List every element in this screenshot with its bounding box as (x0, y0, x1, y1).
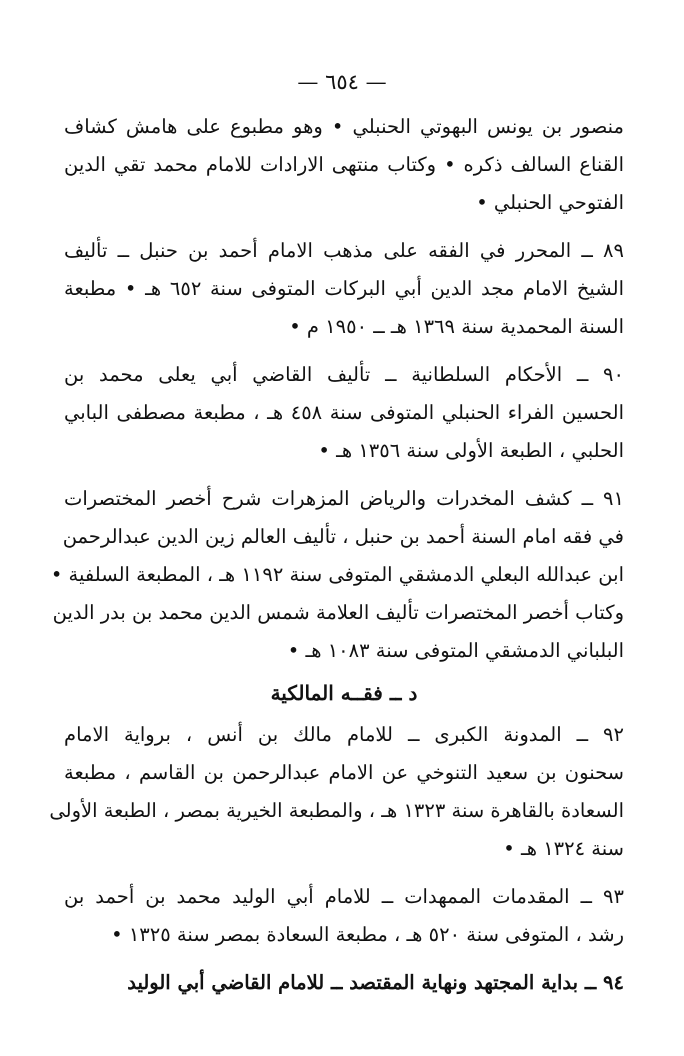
text-line: في فقه امام السنة أحمد بن حنبل ، تأليف العالم زين الدين عبدالرحمن (62, 525, 624, 548)
text-line: الشيخ الامام مجد الدين أبي البركات المتوفى سنة ٦٥٢ هـ • مطبعة (64, 277, 624, 300)
entry-paragraph (64, 232, 624, 346)
paragraph-gap (64, 222, 624, 232)
text-line: سنة ١٣٢٤ هـ • (503, 837, 624, 860)
text-line: وكتاب أخصر المختصرات تأليف العلامة شمس الدين محمد بن بدر الدين (52, 601, 624, 624)
page-number: — ٦٥٤ — (297, 70, 387, 94)
page-body (49, 108, 624, 1002)
text-line: ٩٠ ــ الأحكام السلطانية ــ تأليف القاضي أبي يعلى محمد بن (64, 363, 624, 386)
text-line: القناع السالف ذكره • وكتاب منتهى الارادات للامام محمد تقي الدين (64, 153, 624, 176)
text-line: ٩١ ــ كشف المخدرات والرياض المزهرات شرح أخصر المختصرات (64, 487, 624, 510)
paragraph-gap (64, 868, 624, 878)
entry-paragraph (64, 108, 624, 222)
text-line: ٨٩ ــ المحرر في الفقه على مذهب الامام أحمد بن حنبل ــ تأليف (64, 239, 624, 262)
text-line: البلباني الدمشقي المتوفى سنة ١٠٨٣ هـ • (287, 639, 624, 662)
text-line: السعادة بالقاهرة سنة ١٣٢٣ هـ ، والمطبعة الخيرية بمصر ، الطبعة الأولى (49, 799, 624, 822)
text-line: ٩٣ ــ المقدمات الممهدات ــ للامام أبي الوليد محمد بن أحمد بن (64, 885, 624, 908)
entry-paragraph (64, 878, 624, 954)
paragraph-gap (64, 346, 624, 356)
section-heading: د ــ فقــه المالكية (270, 681, 418, 705)
text-line: ٩٢ ــ المدونة الكبرى ــ للامام مالك بن أنس ، برواية الامام (64, 723, 624, 746)
text-line: السنة المحمدية سنة ١٣٦٩ هـ ــ ١٩٥٠ م • (289, 315, 624, 338)
text-line: الفتوحي الحنبلي • (476, 191, 624, 214)
entry-paragraph (50, 480, 624, 670)
text-line: الحلبي ، الطبعة الأولى سنة ١٣٥٦ هـ • (318, 439, 624, 462)
text-line: رشد ، المتوفى سنة ٥٢٠ هـ ، مطبعة السعادة بمصر سنة ١٣٢٥ • (111, 923, 624, 946)
text-line: ٩٤ ــ بداية المجتهد ونهاية المقتصد ــ للامام القاضي أبي الوليد (127, 971, 624, 994)
entry-paragraph (64, 964, 624, 1002)
text-line: منصور بن يونس البهوتي الحنبلي • وهو مطبوع على هامش كشاف (64, 115, 624, 138)
paragraph-gap (64, 470, 624, 480)
entry-paragraph (49, 716, 624, 868)
entry-paragraph (64, 356, 624, 470)
text-line: الحسين الفراء الحنبلي المتوفى سنة ٤٥٨ هـ ، مطبعة مصطفى البابي (64, 401, 624, 424)
paragraph-gap (64, 954, 624, 964)
text-line: سحنون بن سعيد التنوخي عن الامام عبدالرحمن بن القاسم ، مطبعة (64, 761, 624, 784)
text-line: ابن عبدالله البعلي الدمشقي المتوفى سنة ١١٩٢ هـ ، المطبعة السلفية • (50, 563, 624, 586)
